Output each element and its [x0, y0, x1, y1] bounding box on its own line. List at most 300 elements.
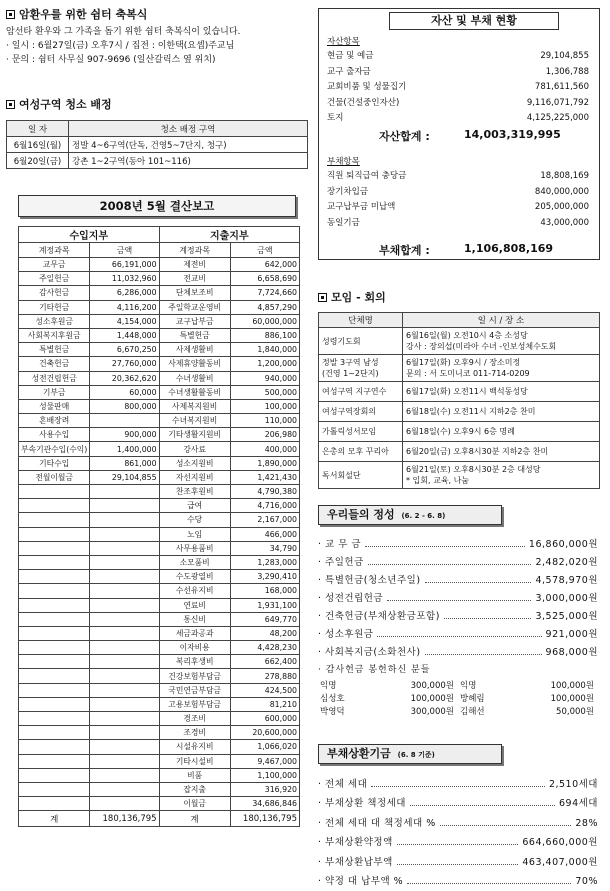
item-label: · 부채상환납부액 — [318, 856, 393, 868]
item-value: 1,306,788 — [545, 66, 589, 77]
expense-amount: 1,931,100 — [230, 598, 299, 612]
meeting-group: 여성구역장회의 — [319, 402, 403, 422]
expense-amount: 4,857,290 — [230, 300, 299, 314]
dot-leader — [425, 582, 532, 583]
income-amount — [90, 712, 159, 726]
donor-name: 심성호 — [320, 694, 345, 704]
donor-row — [320, 680, 596, 693]
expense-account: 경조비 — [159, 712, 230, 726]
item-label: 직원 퇴직급여 충당금 — [327, 171, 407, 181]
table-row — [319, 462, 600, 489]
meeting-schedule: 6월17일(화) 오전11시 백석동성당 — [403, 382, 600, 402]
income-amount: 900,000 — [90, 428, 159, 442]
income-total-label: 계 — [19, 811, 90, 827]
income-amount — [90, 754, 159, 768]
donor-name: 방혜림 — [460, 694, 485, 704]
expense-account: 잡지출 — [159, 782, 230, 796]
income-account: 부속기관수입(수익) — [19, 442, 90, 456]
dot-leader — [368, 564, 532, 565]
expense-amount: 1,840,000 — [230, 343, 299, 357]
debt-total: 1,106,808,169 — [464, 242, 554, 255]
expense-amount: 3,290,410 — [230, 570, 299, 584]
expense-account: 수녀생활활동비 — [159, 385, 230, 399]
expense-amount: 500,000 — [230, 385, 299, 399]
income-account — [19, 598, 90, 612]
expense-amount: 1,283,000 — [230, 555, 299, 569]
table-row — [19, 343, 300, 357]
table-row — [19, 470, 300, 484]
meeting-group: 은총의 모후 꾸리아 — [319, 442, 403, 462]
income-amount — [90, 414, 159, 428]
cleaning-table — [6, 120, 308, 169]
item-value: 9,116,071,792 — [526, 97, 589, 108]
debt-fund-list — [318, 770, 598, 887]
expense-amount: 81,210 — [230, 697, 299, 711]
dot-leader — [397, 864, 519, 865]
income-amount — [90, 598, 159, 612]
expense-amount: 4,428,230 — [230, 641, 299, 655]
table-row — [19, 428, 300, 442]
table-row — [19, 258, 300, 272]
table-row — [19, 626, 300, 640]
list-item — [318, 532, 598, 550]
item-value: 3,000,000원 — [535, 593, 598, 604]
shelter-title — [6, 6, 306, 22]
income-account — [19, 712, 90, 726]
expense-account: 교구납부금 — [159, 314, 230, 328]
income-account — [19, 513, 90, 527]
income-amount: 6,670,250 — [90, 343, 159, 357]
meeting-group: 독서회설단 — [319, 462, 403, 489]
table-row — [19, 655, 300, 669]
debt-total-label: 부채합계 : — [379, 244, 430, 257]
dot-leader — [440, 825, 572, 826]
income-amount: 11,032,960 — [90, 272, 159, 286]
table-row — [19, 286, 300, 300]
table-row — [19, 598, 300, 612]
col-header: 금액 — [230, 243, 299, 258]
shelter-date: · 일시 : 6월27일(금) 오후7시 / 집전 : 이한택(요셉)주교님 — [6, 41, 235, 51]
offerings-period: (6. 2 - 6. 8) — [401, 512, 446, 520]
expense-account: 연료비 — [159, 598, 230, 612]
cleaning-section — [6, 96, 308, 169]
table-row — [19, 584, 300, 598]
table-row — [19, 485, 300, 499]
income-account — [19, 797, 90, 811]
expense-account: 수선유지비 — [159, 584, 230, 598]
income-amount: 1,400,000 — [90, 442, 159, 456]
donor-amount: 300,000원 — [410, 681, 454, 691]
expense-amount: 940,000 — [230, 371, 299, 385]
expense-amount: 2,167,000 — [230, 513, 299, 527]
income-account: 교무금 — [19, 258, 90, 272]
offerings-thanks: · 감사헌금 봉헌하신 분들 — [318, 665, 431, 675]
expense-account: 찬조후원비 — [159, 485, 230, 499]
expense-amount: 316,920 — [230, 782, 299, 796]
settlement-title: 2008년 5월 결산보고 — [18, 195, 296, 217]
income-account: 기부금 — [19, 385, 90, 399]
list-item — [318, 868, 598, 888]
income-account: 건축헌금 — [19, 357, 90, 371]
meetings-title-text: 모임 - 회의 — [331, 291, 386, 304]
item-value: 3,525,000원 — [535, 611, 598, 622]
meetings-table — [318, 312, 600, 489]
table-row — [19, 442, 300, 456]
item-value: 4,578,970원 — [535, 575, 598, 586]
asset-section-label: 자산항목 — [327, 37, 360, 47]
meetings-section — [318, 289, 600, 489]
expense-account: 사무용품비 — [159, 541, 230, 555]
item-label: · 약정 대 납부액 % — [318, 876, 404, 887]
expense-account: 사제휴양활동비 — [159, 357, 230, 371]
meeting-group: 정발 3구역 남성 (건영 1~2단지) — [319, 355, 403, 382]
expense-account: 전교비 — [159, 272, 230, 286]
list-item — [318, 770, 598, 790]
income-amount — [90, 740, 159, 754]
cleaning-area: 강촌 1~2구역(동아 101~116) — [69, 153, 308, 169]
list-item — [327, 185, 589, 201]
table-row — [319, 328, 600, 355]
expense-amount: 20,600,000 — [230, 726, 299, 740]
list-item — [318, 586, 598, 604]
income-account — [19, 683, 90, 697]
item-label: · 성소후원금 — [318, 629, 374, 640]
income-account: 기타수입 — [19, 456, 90, 470]
income-amount — [90, 485, 159, 499]
list-item — [327, 65, 589, 81]
income-account: 감사헌금 — [19, 286, 90, 300]
meeting-schedule: 6월21일(토) 오후8시30분 2층 대성당 * 입회, 교육, 나눔 — [403, 462, 600, 489]
income-account — [19, 626, 90, 640]
income-header: 수입지부 — [19, 227, 160, 243]
item-value: 29,104,855 — [540, 51, 589, 61]
expense-account: 비품 — [159, 768, 230, 782]
table-row — [19, 712, 300, 726]
donor-name: 김해선 — [460, 707, 485, 717]
income-account: 성전건립헌금 — [19, 371, 90, 385]
item-label: · 특별헌금(청소년주일) — [318, 575, 421, 586]
expense-account: 수녀복지원비 — [159, 414, 230, 428]
meeting-schedule: 6월18일(수) 오전11시 지하2층 찬미 — [403, 402, 600, 422]
income-total: 180,136,795 — [90, 811, 159, 827]
item-label: · 성전건립헌금 — [318, 593, 384, 604]
item-label: · 교 무 금 — [318, 539, 362, 550]
expense-account: 제전비 — [159, 258, 230, 272]
income-account: 특별헌금 — [19, 343, 90, 357]
item-value: 2,482,020원 — [535, 557, 598, 568]
item-label: · 사회복지금(소화천사) — [318, 647, 421, 658]
item-label: 교구납부금 미납액 — [327, 202, 396, 212]
income-account: 성소후원금 — [19, 314, 90, 328]
list-item — [327, 111, 589, 127]
expense-amount: 168,000 — [230, 584, 299, 598]
income-account — [19, 570, 90, 584]
table-row — [19, 697, 300, 711]
cleaning-date: 6월16일(월) — [7, 137, 69, 153]
list-item — [327, 49, 589, 65]
donor-name: 박영덕 — [320, 707, 345, 717]
expense-amount: 662,400 — [230, 655, 299, 669]
income-amount — [90, 555, 159, 569]
income-amount — [90, 782, 159, 796]
income-amount — [90, 499, 159, 513]
table-row — [19, 272, 300, 286]
debt-section-label: 부채항목 — [327, 157, 360, 167]
table-row — [19, 385, 300, 399]
table-row — [19, 570, 300, 584]
income-amount — [90, 726, 159, 740]
donor-amount: 100,000원 — [550, 694, 594, 704]
item-label: · 부채상환약정액 — [318, 837, 393, 848]
expense-account: 세금과공과 — [159, 626, 230, 640]
table-row — [19, 527, 300, 541]
expense-amount: 206,980 — [230, 428, 299, 442]
item-label: 교구 출자금 — [327, 66, 371, 77]
table-row — [19, 754, 300, 768]
expense-account: 사제생활비 — [159, 343, 230, 357]
list-item — [318, 790, 598, 810]
table-row — [19, 641, 300, 655]
income-amount — [90, 655, 159, 669]
expense-header: 지출지부 — [159, 227, 299, 243]
income-amount: 29,104,855 — [90, 470, 159, 484]
item-label: · 부채상환 책정세대 — [318, 798, 406, 809]
dot-leader — [365, 546, 525, 547]
table-row — [19, 726, 300, 740]
donor-amount: 100,000원 — [410, 694, 454, 704]
list-item — [318, 568, 598, 586]
expense-amount: 7,724,660 — [230, 286, 299, 300]
table-row — [319, 442, 600, 462]
table-row — [19, 300, 300, 314]
table-row — [7, 153, 308, 169]
item-label: 동일기금 — [327, 217, 360, 228]
income-amount — [90, 612, 159, 626]
donor-name: 익명 — [320, 681, 337, 691]
item-label: · 전체 세대 대 책정세대 % — [318, 817, 436, 829]
dot-leader — [377, 636, 541, 637]
col-header: 계정과목 — [19, 243, 90, 258]
expense-account: 자선지원비 — [159, 470, 230, 484]
item-value: 781,611,560 — [534, 82, 589, 92]
expense-amount: 886,100 — [230, 328, 299, 342]
income-account — [19, 555, 90, 569]
debt-fund-period: (6. 8 기준) — [397, 751, 435, 759]
expense-amount: 1,200,000 — [230, 357, 299, 371]
expense-amount: 34,790 — [230, 541, 299, 555]
income-amount — [90, 626, 159, 640]
list-item — [327, 216, 589, 232]
income-account: 기타헌금 — [19, 300, 90, 314]
item-label: 장기차입금 — [327, 186, 369, 197]
meeting-schedule: 6월17일(화) 오후9시 / 장소미정 문의 : 서 도미니코 011-714-0209 — [403, 355, 600, 382]
income-account — [19, 485, 90, 499]
settlement-table — [18, 226, 300, 827]
shelter-section — [6, 6, 306, 67]
income-account: 사회복지후원금 — [19, 328, 90, 342]
expense-amount: 1,066,020 — [230, 740, 299, 754]
income-account: 사용수입 — [19, 428, 90, 442]
income-amount — [90, 527, 159, 541]
income-account — [19, 527, 90, 541]
table-row — [19, 683, 300, 697]
dot-leader — [387, 600, 531, 601]
list-item — [318, 809, 598, 829]
item-value: 4,125,225,000 — [526, 113, 589, 123]
list-item — [327, 169, 589, 185]
expense-amount: 424,500 — [230, 683, 299, 697]
expense-amount: 6,658,690 — [230, 272, 299, 286]
item-value: 70% — [575, 876, 598, 887]
income-account: 전월이월금 — [19, 470, 90, 484]
list-item — [318, 622, 598, 640]
cleaning-title-text: 여성구역 청소 배정 — [19, 98, 112, 111]
meeting-group: 여성구역 지구연수 — [319, 382, 403, 402]
income-amount: 4,154,000 — [90, 314, 159, 328]
item-value: 463,407,000원 — [522, 856, 598, 868]
income-account — [19, 641, 90, 655]
item-value: 968,000원 — [545, 647, 598, 658]
dot-leader — [407, 883, 571, 884]
income-account — [19, 584, 90, 598]
table-row — [19, 414, 300, 428]
table-row — [19, 513, 300, 527]
income-amount — [90, 669, 159, 683]
donor-amount: 300,000원 — [410, 707, 454, 717]
meetings-title — [318, 289, 600, 305]
income-amount: 27,760,000 — [90, 357, 159, 371]
income-amount: 4,116,200 — [90, 300, 159, 314]
col-header: 금액 — [90, 243, 159, 258]
square-bullet-icon — [318, 293, 327, 302]
table-row — [19, 371, 300, 385]
asset-total: 14,003,319,995 — [464, 128, 561, 141]
income-account — [19, 740, 90, 754]
expense-account: 이월금 — [159, 797, 230, 811]
item-label: 교회비품 및 성물집기 — [327, 82, 407, 92]
debt-fund-title-box — [318, 744, 502, 764]
expense-account: 수녀생활비 — [159, 371, 230, 385]
list-item — [327, 96, 589, 112]
expense-amount: 34,686,846 — [230, 797, 299, 811]
offerings-title: 우리들의 정성 — [327, 508, 395, 521]
donor-row — [320, 693, 596, 706]
income-amount — [90, 570, 159, 584]
list-item — [318, 550, 598, 568]
income-amount — [90, 797, 159, 811]
item-value: 205,000,000 — [534, 202, 589, 212]
income-account: 주일헌금 — [19, 272, 90, 286]
expense-amount: 642,000 — [230, 258, 299, 272]
income-account — [19, 499, 90, 513]
assets-title: 자산 및 부채 현황 — [389, 12, 559, 30]
expense-amount: 4,790,380 — [230, 485, 299, 499]
table-row — [19, 541, 300, 555]
dot-leader — [410, 805, 555, 806]
table-row — [19, 357, 300, 371]
income-account — [19, 768, 90, 782]
asset-list — [327, 49, 589, 127]
meetings-header-group: 단체명 — [319, 313, 403, 328]
item-value: 16,860,000원 — [528, 539, 598, 550]
list-item — [318, 848, 598, 868]
item-value: 664,660,000원 — [522, 837, 598, 848]
table-row — [19, 782, 300, 796]
donor-amount: 100,000원 — [550, 681, 594, 691]
cleaning-header-date: 일 자 — [7, 121, 69, 137]
expense-amount: 9,467,000 — [230, 754, 299, 768]
income-account — [19, 541, 90, 555]
item-label: · 전체 세대 — [318, 778, 368, 790]
dot-leader — [371, 786, 545, 787]
income-account: 혼배장려 — [19, 414, 90, 428]
income-amount: 1,448,000 — [90, 328, 159, 342]
table-row — [19, 768, 300, 782]
table-row — [19, 456, 300, 470]
income-account — [19, 669, 90, 683]
cleaning-date: 6월20일(금) — [7, 153, 69, 169]
expense-account: 기타시설비 — [159, 754, 230, 768]
expense-account: 복리후생비 — [159, 655, 230, 669]
income-amount: 60,000 — [90, 385, 159, 399]
expense-total: 180,136,795 — [230, 811, 299, 827]
table-row — [19, 328, 300, 342]
item-label: 현금 및 예금 — [327, 51, 374, 61]
asset-total-label: 자산합계 : — [379, 130, 430, 143]
income-amount — [90, 584, 159, 598]
table-row — [19, 612, 300, 626]
table-row — [19, 740, 300, 754]
income-account — [19, 612, 90, 626]
expense-account: 사제복지원비 — [159, 399, 230, 413]
expense-total-label: 계 — [159, 811, 230, 827]
meeting-schedule: 6월18일(수) 오후9시 6층 명례 — [403, 422, 600, 442]
income-amount — [90, 768, 159, 782]
item-value: 694세대 — [559, 798, 598, 809]
income-amount — [90, 541, 159, 555]
expense-account: 고용보험부담금 — [159, 697, 230, 711]
income-amount: 20,362,620 — [90, 371, 159, 385]
expense-account: 특별헌금 — [159, 328, 230, 342]
dot-leader — [444, 618, 532, 619]
expense-account: 건강보험부담금 — [159, 669, 230, 683]
meeting-group: 가톨릭성서모임 — [319, 422, 403, 442]
income-account — [19, 655, 90, 669]
expense-account: 통신비 — [159, 612, 230, 626]
table-row — [19, 797, 300, 811]
expense-amount: 110,000 — [230, 414, 299, 428]
donor-list — [320, 680, 596, 719]
item-value: 18,808,169 — [540, 171, 589, 181]
expense-account: 강사료 — [159, 442, 230, 456]
table-row — [7, 137, 308, 153]
expense-account: 주일학교운영비 — [159, 300, 230, 314]
shelter-intro: 암선타 환우와 그 가족을 돕기 위한 쉼터 축복식이 있습니다. — [6, 27, 241, 37]
income-amount: 861,000 — [90, 456, 159, 470]
item-value: 28% — [575, 817, 598, 829]
expense-account: 국민연금부담금 — [159, 683, 230, 697]
expense-amount: 278,880 — [230, 669, 299, 683]
meeting-group: 성령기도회 — [319, 328, 403, 355]
expense-amount: 600,000 — [230, 712, 299, 726]
income-amount — [90, 641, 159, 655]
offerings-list — [318, 532, 598, 658]
expense-account: 조경비 — [159, 726, 230, 740]
income-amount — [90, 697, 159, 711]
shelter-contact: · 문의 : 쉼터 사무실 907-9696 (일산갈릭스 옆 위치) — [6, 55, 216, 65]
expense-account: 성소지원비 — [159, 456, 230, 470]
meeting-schedule: 6월20일(금) 오후8시30분 지하2층 찬미 — [403, 442, 600, 462]
